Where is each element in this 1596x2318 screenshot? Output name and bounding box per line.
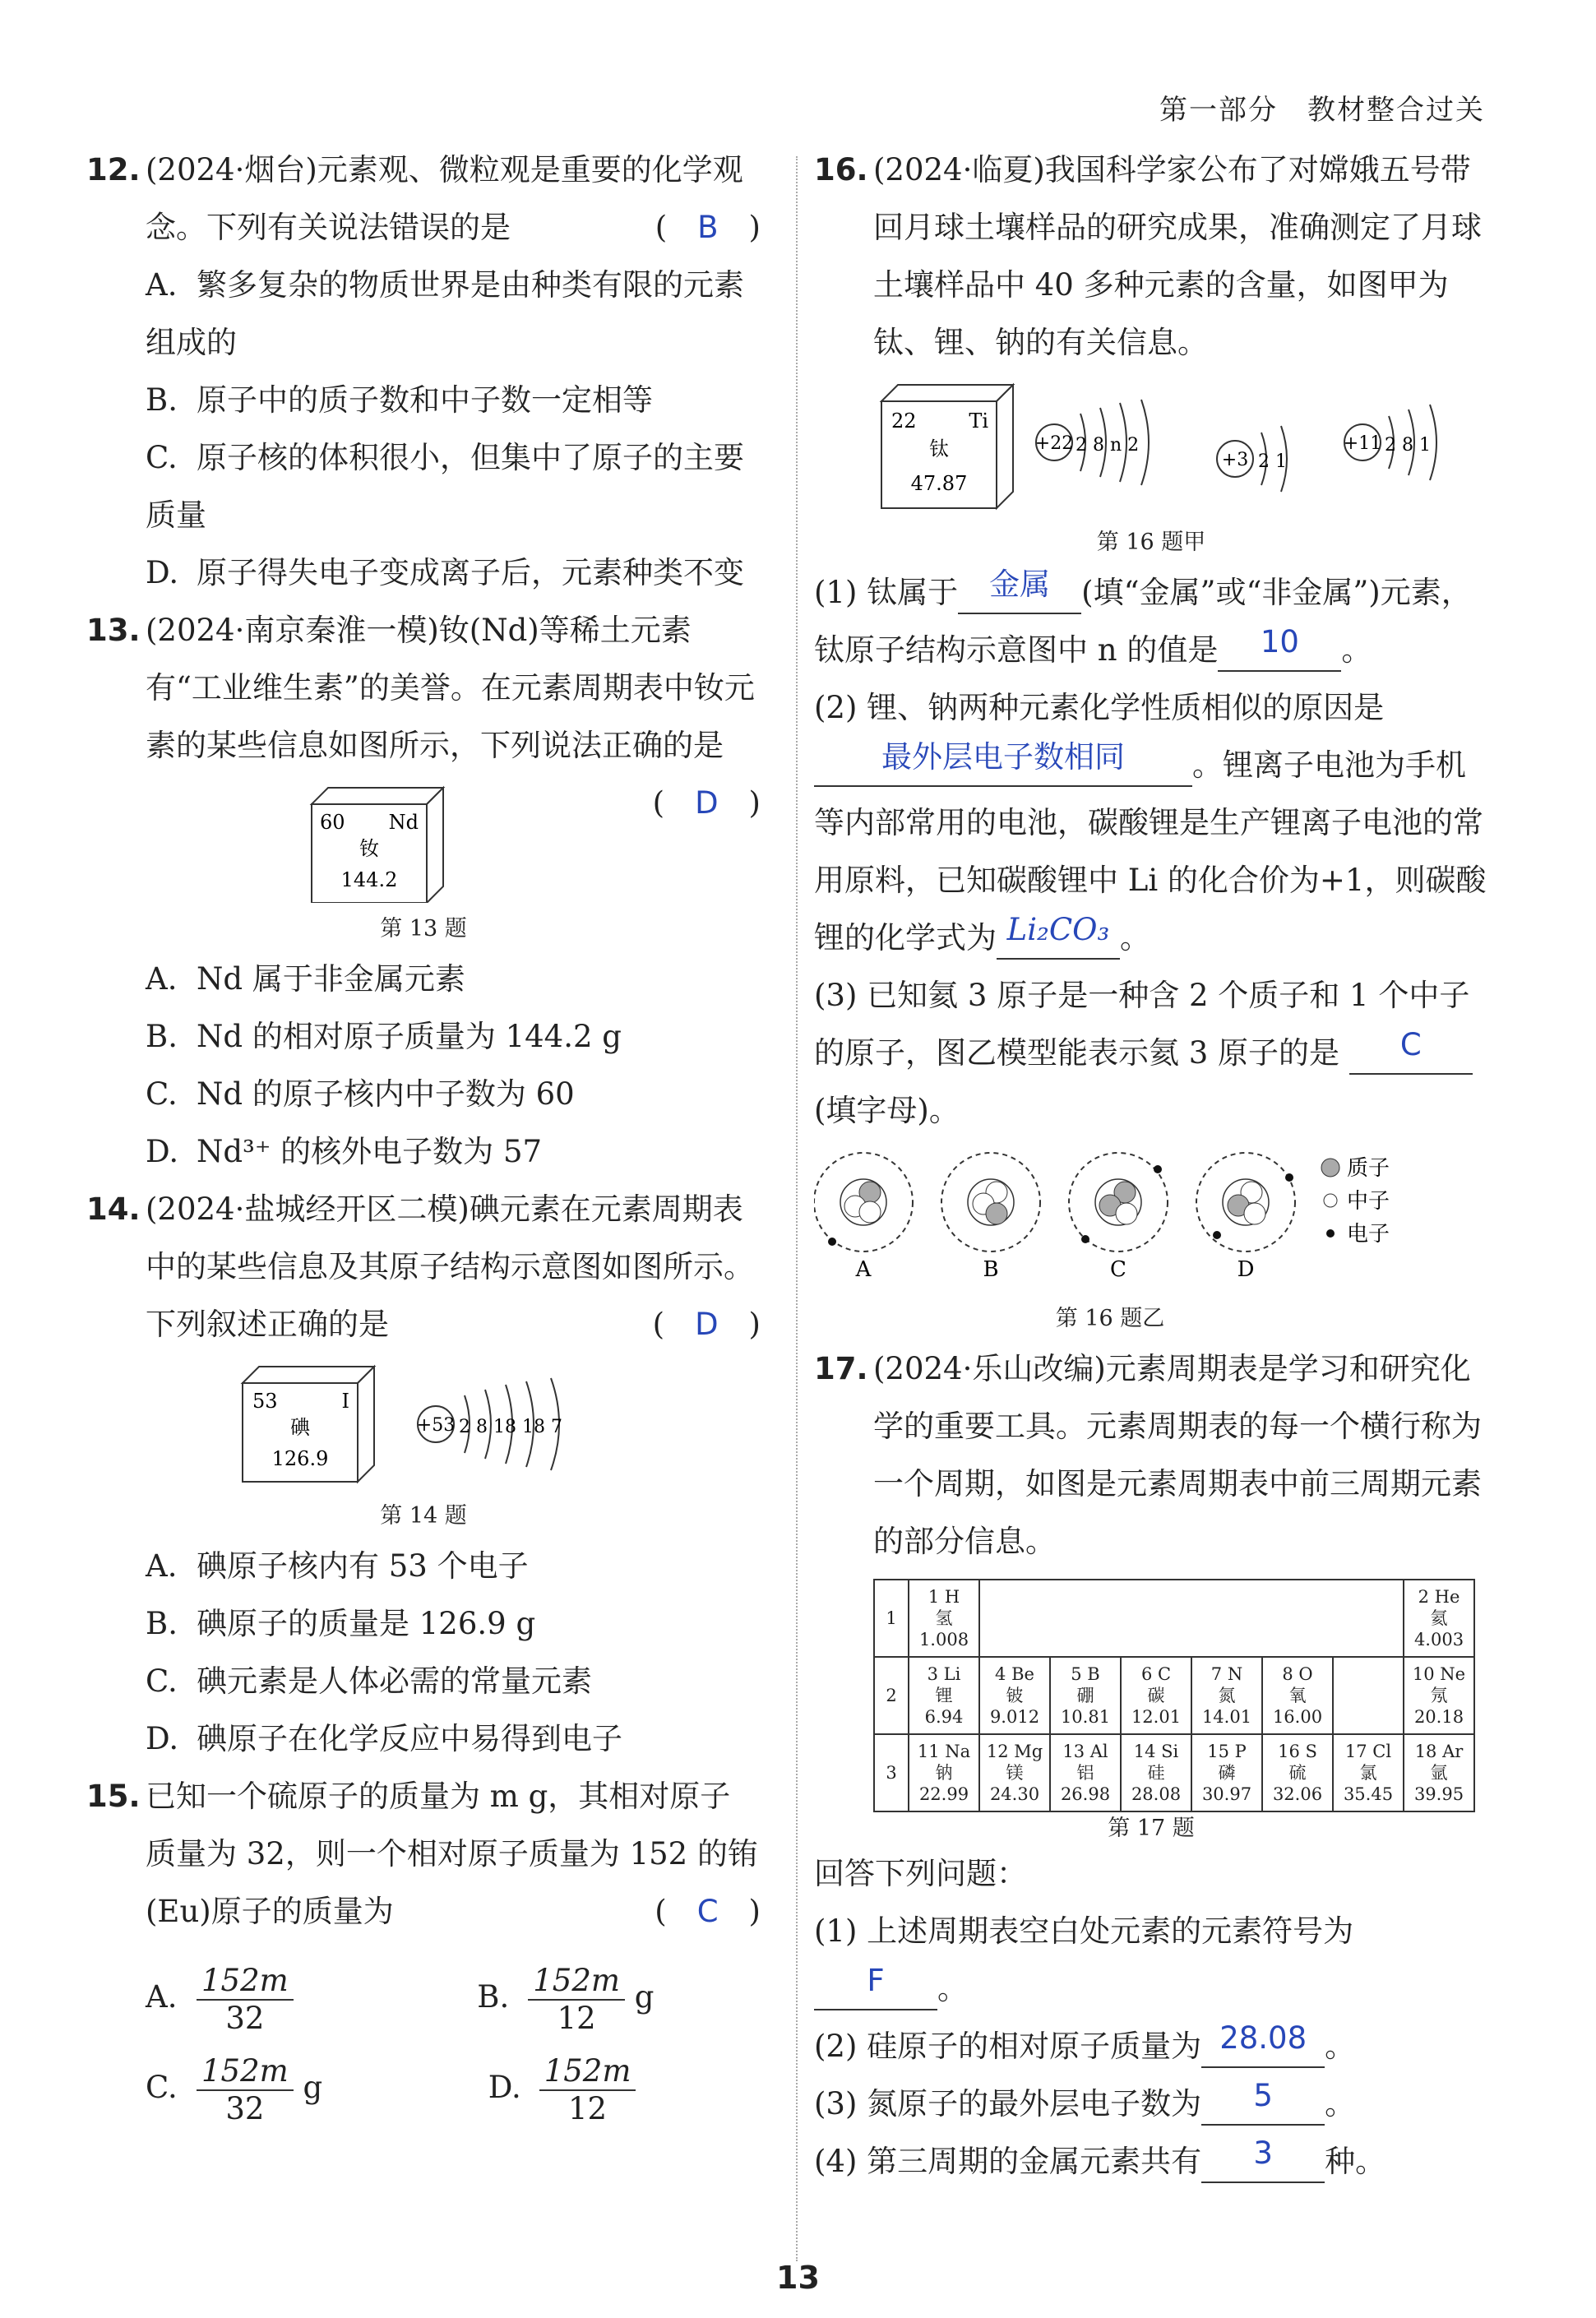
figure-caption: 第 16 题乙 <box>1055 1306 1165 1331</box>
table-row <box>874 1657 1474 1734</box>
question-number: 14. <box>86 1191 141 1227</box>
question-number: 16. <box>814 152 868 187</box>
fraction-a: $\frac{152m}{32}$ <box>197 1963 294 2037</box>
options-row-cd: C. $\frac{152m}{32}$ g D. $\frac{152m}{12}$ <box>86 2043 761 2133</box>
question-16 <box>814 141 1488 1335</box>
tile-name: 钕 <box>359 837 380 860</box>
empty-cell <box>1050 1580 1121 1657</box>
element-cell: 5 B 硼 10.81 <box>1050 1657 1121 1734</box>
element-cell: 10 Ne 氖 20.18 <box>1404 1657 1474 1734</box>
tile-name: 钛 <box>929 437 949 460</box>
fraction-b: $\frac{152m}{12}$ <box>528 1963 625 2037</box>
option-b: B. 碘原子的质量是 126.9 g <box>146 1606 536 1641</box>
ti-nucleus: +22 <box>1034 433 1074 454</box>
empty-cell <box>1333 1657 1404 1734</box>
tile-number: 53 <box>252 1390 278 1413</box>
atom-structures <box>873 377 1482 516</box>
part-2: (2) 锂、钠两种元素化学性质相似的原因是 最外层电子数相同 。锂离子电池为手机等内部常用的电池，碳酸锂是生产锂离子电池的常用原料，已知碳酸锂中 Li 的化合价为+1，则碳酸锂的化学式为 Li₂CO₃ 。 <box>814 679 1488 967</box>
option-d: D. Nd³⁺ 的核外电子数为 57 <box>146 1134 543 1169</box>
answer-blank: 28.08 <box>1219 2020 1307 2056</box>
figure-caption: 第 17 题 <box>1108 1816 1195 1841</box>
legend <box>1321 1156 1390 1247</box>
empty-cell <box>979 1580 1050 1657</box>
answer-blank: F <box>867 1963 885 1998</box>
period-number: 2 <box>874 1657 909 1734</box>
li-shells: 2 1 <box>1258 451 1287 472</box>
model-d <box>1196 1153 1295 1282</box>
figure-16b <box>814 1145 1488 1335</box>
part-3: (3) 氮原子的最外层电子数为 5 。 <box>814 2075 1488 2133</box>
svg-text:中子: 中子 <box>1347 1189 1390 1214</box>
tile-number: 22 <box>891 409 917 433</box>
question-stem: (2024·烟台)元素观、微粒观是重要的化学观念。下列有关说法错误的是 <box>146 152 743 245</box>
element-cell: 3 Li 锂 6.94 <box>909 1657 979 1734</box>
model-a <box>814 1153 913 1282</box>
svg-text:C: C <box>1110 1257 1126 1282</box>
column-divider <box>796 156 798 2261</box>
element-cell: 4 Be 铍 9.012 <box>979 1657 1050 1734</box>
svg-text:A: A <box>855 1257 872 1282</box>
answer-blank: 最外层电子数相同 <box>881 739 1125 775</box>
table-row <box>874 1734 1474 1811</box>
tile-name: 碘 <box>290 1416 310 1439</box>
svg-text:B: B <box>983 1257 999 1282</box>
option-c: C. 原子核的体积很小，但集中了原子的主要质量 <box>146 440 744 533</box>
question-number: 12. <box>86 152 141 187</box>
element-cell: 7 N 氮 14.01 <box>1191 1657 1262 1734</box>
question-number: 17. <box>814 1351 868 1386</box>
option-c: C. 碘元素是人体必需的常量元素 <box>146 1663 592 1699</box>
options-row-ab: A. $\frac{152m}{32}$ B. $\frac{152m}{12}$ g <box>146 1962 655 2036</box>
na-nucleus: +11 <box>1343 433 1382 454</box>
question-14 <box>86 1181 761 1768</box>
element-cell: 14 Si 硅 28.08 <box>1121 1734 1191 1811</box>
iodine-figure <box>226 1358 621 1490</box>
periodic-table <box>873 1579 1475 1812</box>
tile-symbol: Ti <box>969 409 988 433</box>
ti-shells: 2 8 n 2 <box>1076 435 1140 456</box>
empty-cell <box>1262 1580 1333 1657</box>
intro-text: 回答下列问题： <box>814 1856 1027 1891</box>
question-stem: (2024·乐山改编)元素周期表是学习和研究化学的重要工具。元素周期表的每一个横行称为一个周期，如图是元素周期表中前三周期元素的部分信息。 <box>873 1351 1482 1559</box>
helium-models <box>814 1145 1455 1293</box>
tile-mass: 144.2 <box>340 868 398 891</box>
element-cell: 13 Al 铝 26.98 <box>1050 1734 1121 1811</box>
answer-bracket: ( B ) <box>655 210 761 245</box>
answer: C <box>696 1894 719 1929</box>
answer: B <box>697 210 719 245</box>
question-13 <box>86 602 761 1181</box>
tile-number: 60 <box>320 811 345 834</box>
shell-electrons: 2 8 18 18 7 <box>459 1417 562 1437</box>
answer-blank: 5 <box>1253 2078 1273 2113</box>
empty-cell <box>1333 1580 1404 1657</box>
element-cell: 6 C 碳 12.01 <box>1121 1657 1191 1734</box>
right-column <box>814 141 1488 2191</box>
element-cell: 11 Na 钠 22.99 <box>909 1734 979 1811</box>
question-number: 15. <box>86 1779 141 1814</box>
element-cell: 18 Ar 氩 39.95 <box>1404 1734 1474 1811</box>
option-d: D. 碘原子在化学反应中易得到电子 <box>146 1721 622 1756</box>
answer: D <box>695 1307 719 1342</box>
question-stem: 已知一个硫原子的质量为 m g，其相对原子质量为 32，则一个相对原子质量为 152 的铕(Eu)原子的质量为 <box>146 1779 758 1929</box>
question-stem: (2024·临夏)我国科学家公布了对嫦娥五号带回月球土壤样品的研究成果，准确测定了月球土壤样品中 40 多种元素的含量，如图甲为钛、锂、钠的有关信息。 <box>873 152 1482 360</box>
model-c <box>1069 1153 1168 1282</box>
question-17 <box>814 1340 1488 2191</box>
tile-mass: 47.87 <box>910 472 968 495</box>
element-cell: 17 Cl 氯 35.45 <box>1333 1734 1404 1811</box>
element-cell: 8 O 氧 16.00 <box>1262 1657 1333 1734</box>
answer-bracket: ( D ) <box>652 785 761 821</box>
na-shells: 2 8 1 <box>1385 435 1431 456</box>
svg-text:D: D <box>1237 1257 1255 1282</box>
option-a: A. 繁多复杂的物质世界是由种类有限的元素组成的 <box>146 267 744 360</box>
part-4: (4) 第三周期的金属元素共有 3 种。 <box>814 2133 1488 2191</box>
part-2: (2) 硅原子的相对原子质量为 28.08 。 <box>814 2018 1488 2075</box>
left-column <box>86 141 761 2133</box>
question-12 <box>86 141 761 602</box>
part-1: (1) 上述周期表空白处元素的元素符号为 F 。 <box>814 1903 1488 2018</box>
model-b <box>941 1153 1040 1282</box>
page-header: 第一部分 教材整合过关 <box>1159 94 1485 127</box>
option-d: D. 原子得失电子变成离子后，元素种类不变 <box>146 555 744 590</box>
answer: D <box>695 785 719 821</box>
tile-mass: 126.9 <box>271 1447 329 1470</box>
fraction-c: $\frac{152m}{32}$ <box>197 2053 294 2127</box>
li-nucleus: +3 <box>1221 450 1249 470</box>
period-number: 3 <box>874 1734 909 1811</box>
empty-cell <box>1191 1580 1262 1657</box>
option-a: A. 碘原子核内有 53 个电子 <box>146 1548 529 1584</box>
figure-caption: 第 13 题 <box>380 916 467 942</box>
element-cell: 16 S 硫 32.06 <box>1262 1734 1333 1811</box>
fraction-d: $\frac{152m}{12}$ <box>539 2053 636 2127</box>
empty-cell <box>1121 1580 1191 1657</box>
element-cell: 15 P 磷 30.97 <box>1191 1734 1262 1811</box>
option-a: A. Nd 属于非金属元素 <box>146 961 465 997</box>
tile-symbol: Nd <box>388 811 419 834</box>
answer-bracket: ( D ) <box>652 1307 761 1342</box>
answer-bracket: ( C ) <box>655 1894 761 1929</box>
part-3: (3) 已知氦 3 原子是一种含 2 个质子和 1 个中子的原子，图乙模型能表示氦 3 原子的是 C(填字母)。 <box>814 967 1488 1140</box>
element-cell: 2 He 氦 4.003 <box>1404 1580 1474 1657</box>
figure-caption: 第 14 题 <box>380 1503 467 1529</box>
page-number: 13 <box>776 2260 820 2296</box>
element-tile-nd <box>287 780 451 903</box>
svg-text:电子: 电子 <box>1347 1222 1390 1247</box>
answer-blank: 3 <box>1253 2135 1273 2171</box>
figure-caption: 第 16 题甲 <box>1096 530 1206 555</box>
svg-text:质子: 质子 <box>1347 1156 1390 1181</box>
question-stem: (2024·盐城经开区二模)碘元素在元素周期表中的某些信息及其原子结构示意图如图所示。下列叙述正确的是 <box>146 1191 754 1342</box>
answer-blank: Li₂CO₃ <box>1006 912 1110 947</box>
question-number: 13. <box>86 613 141 648</box>
element-cell: 12 Mg 镁 24.30 <box>979 1734 1050 1811</box>
figure-16a <box>814 377 1488 559</box>
part-1: (1) 钛属于 金属 (填“金属”或“非金属”)元素，钛原子结构示意图中 n 的值是 10 。 <box>814 564 1488 679</box>
tile-symbol: I <box>341 1390 349 1413</box>
question-15 <box>86 1768 761 2133</box>
nucleus-label: +53 <box>416 1415 456 1436</box>
option-b: B. 原子中的质子数和中子数一定相等 <box>146 382 653 418</box>
element-cell: 1 H 氢 1.008 <box>909 1580 979 1657</box>
option-b: B. Nd 的相对原子质量为 144.2 g <box>146 1019 622 1054</box>
answer-blank: C <box>1399 1027 1422 1062</box>
figure-14 <box>86 1358 761 1533</box>
question-stem: (2024·南京秦淮一模)钕(Nd)等稀土元素有“工业维生素”的美誉。在元素周期表中钕元素的某些信息如图所示，下列说法正确的是 <box>146 613 755 763</box>
answer-blank: 金属 <box>989 567 1051 602</box>
answer-blank: 10 <box>1260 624 1299 659</box>
table-row <box>874 1580 1474 1657</box>
option-c: C. Nd 的原子核内中子数为 60 <box>146 1076 575 1112</box>
period-number: 1 <box>874 1580 909 1657</box>
